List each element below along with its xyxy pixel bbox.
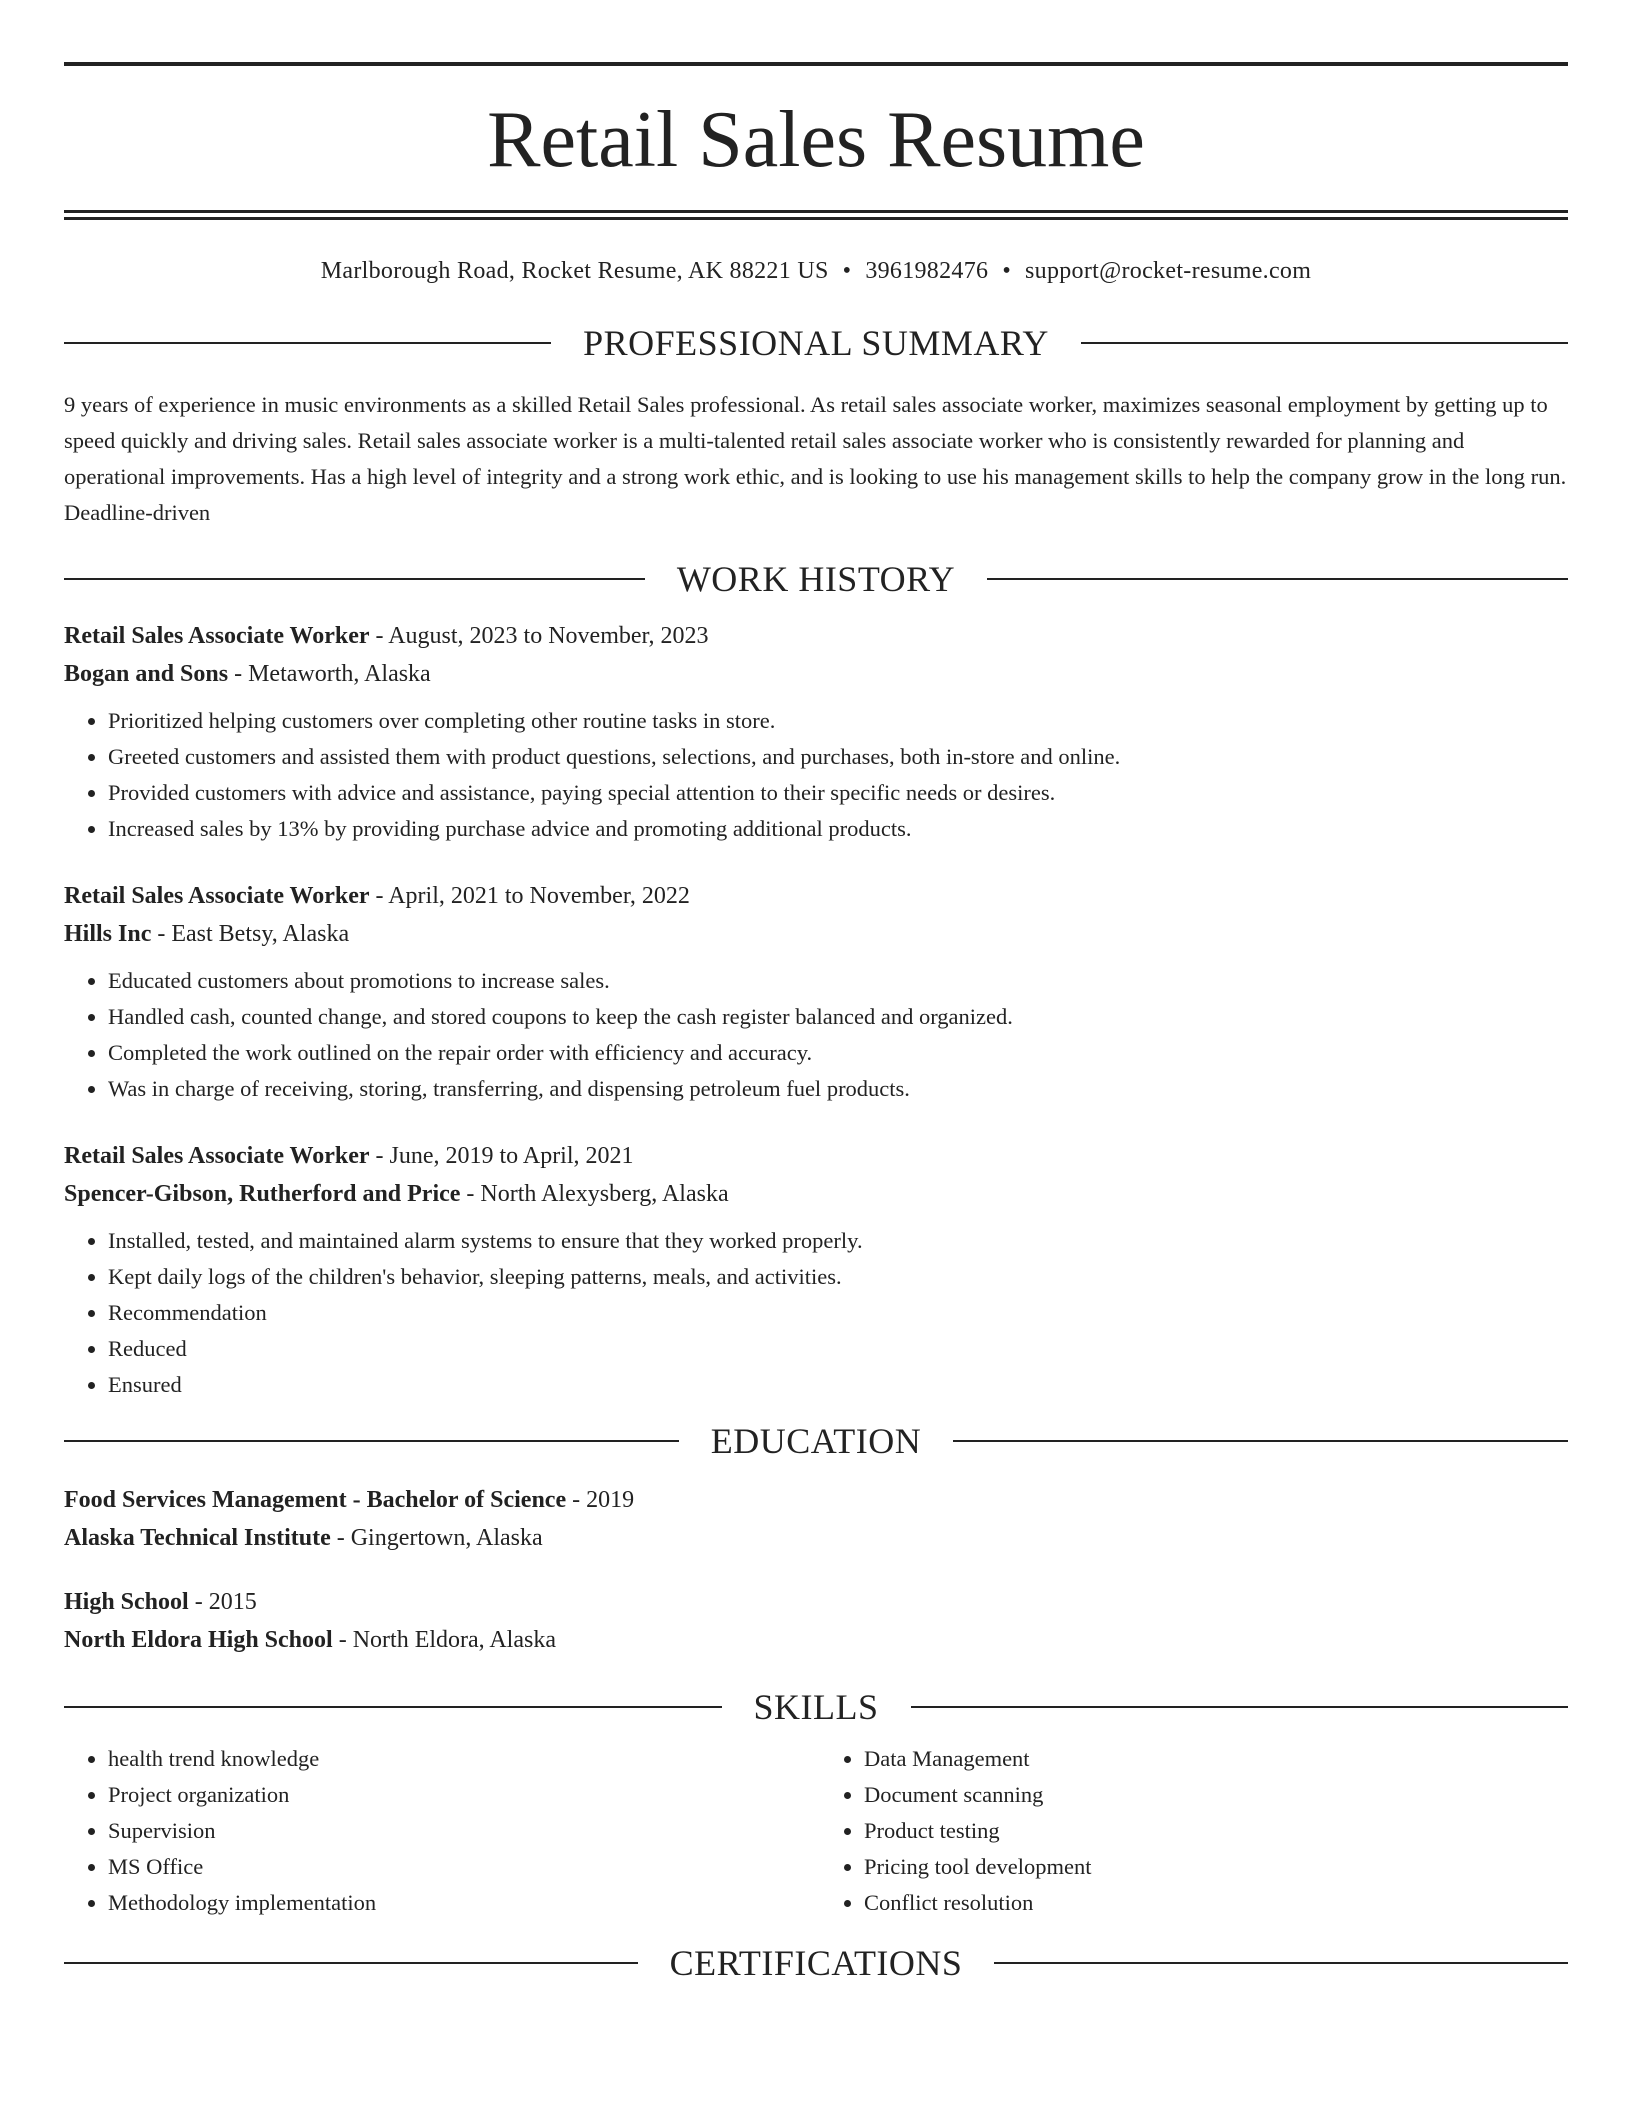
heading-rule (64, 578, 645, 580)
summary-text: 9 years of experience in music environments as a skilled Retail Sales professional. As retail sales associate worker, maximizes seasonal employment by getting up to speed quickly and driving sales. Retail sales associate worker is a multi-talented retail sales associate worker who is consistently rewarded for planning and operational improvements. Has a high level of integrity and a strong work ethic, and is looking to use his management skills to help the company grow in the long run. Deadline-driven (64, 392, 1567, 525)
job-company-line (64, 919, 1568, 949)
heading-rule (994, 1962, 1568, 1964)
education-degree-line (64, 1587, 1568, 1617)
education-degree: High School (64, 1589, 189, 1615)
heading-rule (911, 1706, 1569, 1708)
job-dates: - June, 2019 to April, 2021 (369, 1143, 634, 1169)
job-dates: - April, 2021 to November, 2022 (369, 883, 690, 909)
list-item: • Methodology implementation (108, 1885, 812, 1921)
contact-separator: • (1002, 258, 1012, 284)
list-item: • Prioritized helping customers over completing other routine tasks in store. (108, 703, 1568, 739)
list-item: • Was in charge of receiving, storing, transferring, and dispensing petroleum fuel products. (108, 1071, 1568, 1107)
list-item: • Ensured (108, 1367, 1568, 1403)
heading-rule (64, 1706, 722, 1708)
heading-rule (64, 1440, 679, 1442)
skills-columns (64, 1741, 1568, 1921)
job-bullets (64, 703, 1568, 847)
list-item: • Educated customers about promotions to increase sales. (108, 963, 1568, 999)
education-degree-line (64, 1485, 1568, 1515)
job-title: Retail Sales Associate Worker (64, 623, 370, 649)
education-school: North Eldora High School (64, 1627, 333, 1653)
job-dates: - August, 2023 to November, 2023 (369, 623, 709, 649)
education-location: - North Eldora, Alaska (332, 1627, 556, 1653)
contact-line (64, 258, 1568, 285)
list-item: • Data Management (864, 1741, 1568, 1777)
section-title: EDUCATION (710, 1421, 922, 1461)
education-location: - Gingertown, Alaska (330, 1525, 543, 1551)
list-item: • Handled cash, counted change, and stored coupons to keep the cash register balanced and organized. (108, 999, 1568, 1035)
job-bullets (64, 963, 1568, 1107)
education-entry (64, 1485, 1568, 1553)
job-company-line (64, 1179, 1568, 1209)
list-item: • Recommendation (108, 1295, 1568, 1331)
job-title-line (64, 881, 1568, 911)
contact-address: Marlborough Road, Rocket Resume, AK 88221 US (320, 258, 829, 284)
education-school-line (64, 1625, 1568, 1655)
list-item: • Installed, tested, and maintained alarm systems to ensure that they worked properly. (108, 1223, 1568, 1259)
education-year: - 2019 (566, 1487, 635, 1513)
list-item: • Completed the work outlined on the repair order with efficiency and accuracy. (108, 1035, 1568, 1071)
job-title-line (64, 1141, 1568, 1171)
job-location: - North Alexysberg, Alaska (460, 1181, 729, 1207)
work-list (64, 621, 1568, 1403)
section-title: PROFESSIONAL SUMMARY (583, 323, 1049, 363)
job-bullets (64, 1223, 1568, 1403)
list-item: • MS Office (108, 1849, 812, 1885)
list-item: • Document scanning (864, 1777, 1568, 1813)
section-heading-work (64, 561, 1568, 597)
job-company: Bogan and Sons (64, 661, 229, 687)
education-degree: Food Services Management - Bachelor of Science (64, 1487, 567, 1513)
heading-rule (1081, 342, 1568, 344)
heading-rule (64, 342, 551, 344)
job-title: Retail Sales Associate Worker (64, 883, 370, 909)
heading-rule (987, 578, 1568, 580)
job-entry (64, 1141, 1568, 1403)
list-item: • Project organization (108, 1777, 812, 1813)
job-company-line (64, 659, 1568, 689)
job-company: Hills Inc (64, 921, 152, 947)
skills-list-right (812, 1741, 1568, 1921)
heading-rule (953, 1440, 1568, 1442)
list-item: • Provided customers with advice and assistance, paying special attention to their specific needs or desires. (108, 775, 1568, 811)
education-school: Alaska Technical Institute (64, 1525, 331, 1551)
contact-phone: 3961982476 (865, 258, 989, 284)
list-item: • Product testing (864, 1813, 1568, 1849)
job-location: - Metaworth, Alaska (228, 661, 431, 687)
job-company: Spencer-Gibson, Rutherford and Price (64, 1181, 461, 1207)
list-item: • health trend knowledge (108, 1741, 812, 1777)
list-item: • Conflict resolution (864, 1885, 1568, 1921)
job-entry (64, 621, 1568, 847)
education-entry (64, 1587, 1568, 1655)
skills-list-left (64, 1741, 812, 1921)
list-item: • Greeted customers and assisted them with product questions, selections, and purchases, both in-store and online. (108, 739, 1568, 775)
list-item: • Supervision (108, 1813, 812, 1849)
top-rule (64, 62, 1568, 66)
education-list (64, 1485, 1568, 1655)
section-title: CERTIFICATIONS (669, 1943, 963, 1983)
contact-separator: • (842, 258, 852, 284)
section-title: SKILLS (753, 1687, 879, 1727)
job-entry (64, 881, 1568, 1107)
heading-rule (64, 1962, 638, 1964)
resume-title: Retail Sales Resume (487, 96, 1145, 184)
list-item: • Reduced (108, 1331, 1568, 1367)
education-year: - 2015 (188, 1589, 257, 1615)
section-heading-certifications (64, 1945, 1568, 1981)
double-rule (64, 210, 1568, 220)
job-location: - East Betsy, Alaska (151, 921, 350, 947)
list-item: • Pricing tool development (864, 1849, 1568, 1885)
section-heading-skills (64, 1689, 1568, 1725)
job-title-line (64, 621, 1568, 651)
list-item: • Increased sales by 13% by providing purchase advice and promoting additional products. (108, 811, 1568, 847)
list-item: • Kept daily logs of the children's behavior, sleeping patterns, meals, and activities. (108, 1259, 1568, 1295)
section-title: WORK HISTORY (676, 559, 956, 599)
section-heading-summary (64, 325, 1568, 361)
contact-email: support@rocket-resume.com (1025, 258, 1312, 284)
job-title: Retail Sales Associate Worker (64, 1143, 370, 1169)
education-school-line (64, 1523, 1568, 1553)
section-heading-education (64, 1423, 1568, 1459)
